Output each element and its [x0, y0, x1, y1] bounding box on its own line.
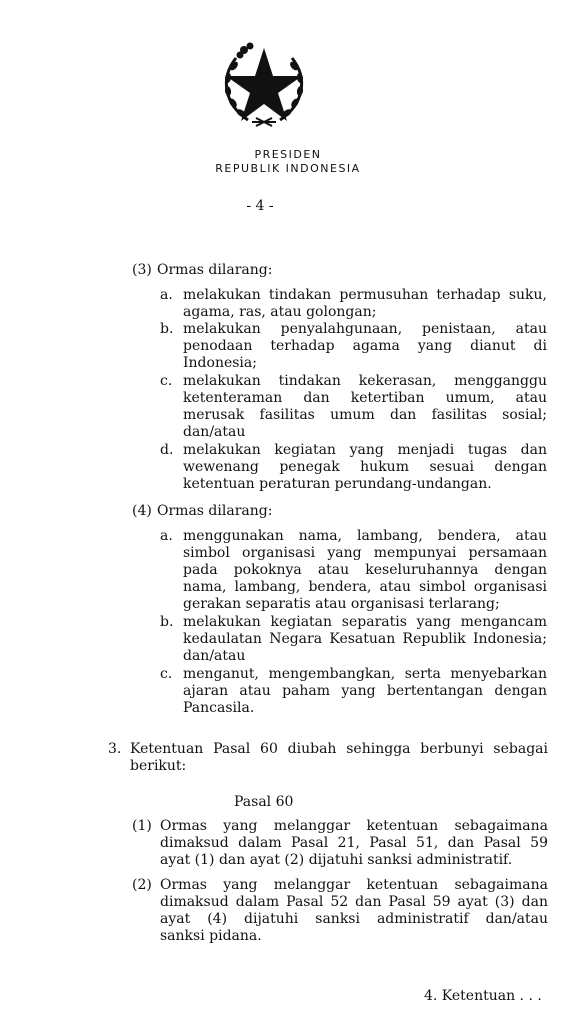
pasal-title: Pasal 60	[234, 794, 294, 810]
paragraph-number: (2)	[132, 877, 152, 893]
item-line: wewenang penegak hukum sesuai dengan	[183, 459, 547, 475]
item-line: gerakan separatis atau organisasi terlarang;	[183, 596, 500, 612]
item-line: melakukan penyalahgunaan, penistaan, atau	[183, 321, 547, 337]
item-line: melakukan tindakan kekerasan, mengganggu	[183, 373, 547, 389]
item-letter: a.	[160, 528, 173, 544]
item-line: dan/atau	[183, 424, 246, 440]
paragraph-line: dimaksud dalam Pasal 52 dan Pasal 59 ayat (3) dan	[160, 894, 548, 910]
item-line: melakukan tindakan permusuhan terhadap suku,	[183, 287, 547, 303]
item-line: ajaran atau paham yang bertentangan dengan	[183, 683, 547, 699]
continuation-note: 4. Ketentuan . . .	[424, 988, 542, 1004]
item-line: ketenteraman dan ketertiban umum, atau	[183, 390, 547, 406]
item-line: kedaulatan Negara Kesatuan Republik Indonesia;	[183, 631, 547, 647]
item-line: Indonesia;	[183, 355, 257, 371]
point-line: Ketentuan Pasal 60 diubah sehingga berbunyi sebagai	[130, 741, 548, 757]
item-line: merusak fasilitas umum dan fasilitas sosial;	[183, 407, 547, 423]
section-intro: Ormas dilarang:	[157, 262, 273, 278]
header-subtitle: REPUBLIK INDONESIA	[215, 162, 361, 175]
item-line: melakukan kegiatan separatis yang mengancam	[183, 614, 547, 630]
item-letter: b.	[160, 614, 174, 630]
item-letter: c.	[160, 373, 173, 389]
paragraph-line: ayat (4) dijatuhi sanksi administratif dan/atau	[160, 911, 548, 927]
item-line: ketentuan peraturan perundang-undangan.	[183, 476, 492, 492]
paragraph-number: (1)	[132, 818, 152, 834]
paragraph-line: Ormas yang melanggar ketentuan sebagaimana	[160, 877, 548, 893]
paragraph-line: Ormas yang melanggar ketentuan sebagaimana	[160, 818, 548, 834]
item-line: menganut, mengembangkan, serta menyebarkan	[183, 666, 547, 682]
section-number: (4)	[132, 503, 152, 519]
paragraph-line: ayat (1) dan ayat (2) dijatuhi sanksi administratif.	[160, 852, 513, 868]
point-number: 3.	[108, 741, 122, 757]
garuda-emblem-icon	[218, 38, 310, 130]
item-line: penodaan terhadap agama yang dianut di	[183, 338, 547, 354]
page-number: - 4 -	[246, 198, 274, 214]
item-letter: d.	[160, 442, 174, 458]
item-letter: b.	[160, 321, 174, 337]
item-line: melakukan kegiatan yang menjadi tugas dan	[183, 442, 547, 458]
section-number: (3)	[132, 262, 152, 278]
item-line: menggunakan nama, lambang, bendera, atau	[183, 528, 547, 544]
item-line: pada pokoknya atau keseluruhannya dengan	[183, 562, 547, 578]
point-line: berikut:	[130, 758, 187, 774]
item-line: agama, ras, atau golongan;	[183, 304, 377, 320]
item-line: simbol organisasi yang mempunyai persamaan	[183, 545, 547, 561]
item-letter: a.	[160, 287, 173, 303]
section-intro: Ormas dilarang:	[157, 503, 273, 519]
item-line: Pancasila.	[183, 700, 255, 716]
item-letter: c.	[160, 666, 173, 682]
item-line: nama, lambang, bendera, atau simbol organisasi	[183, 579, 547, 595]
paragraph-line: dimaksud dalam Pasal 21, Pasal 51, dan Pasal 59	[160, 835, 548, 851]
paragraph-line: sanksi pidana.	[160, 928, 262, 944]
header-title: PRESIDEN	[254, 148, 322, 161]
item-line: dan/atau	[183, 648, 246, 664]
